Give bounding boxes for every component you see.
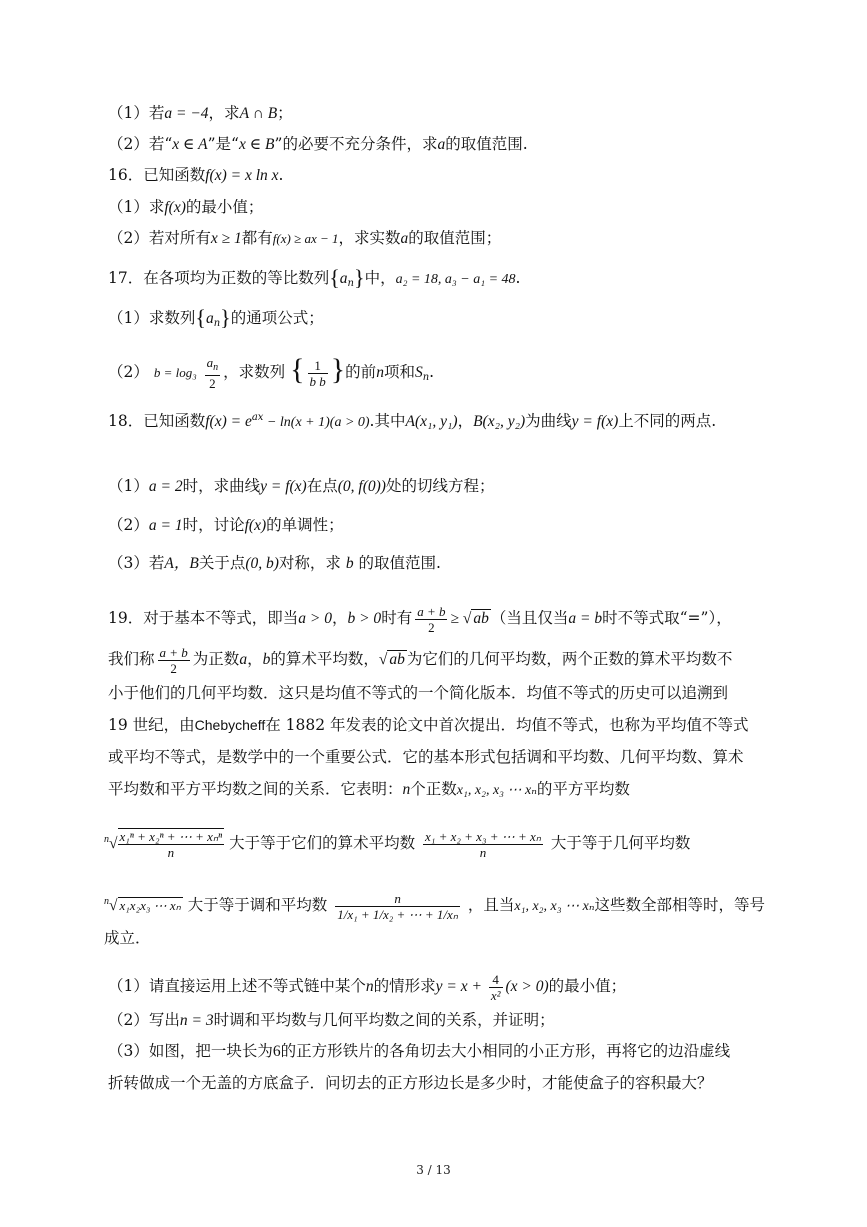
q16-part2: （2）若对所有x ≥ 1都有f(x) ≥ ax − 1，求实数a的取值范围； — [108, 229, 502, 247]
q19-para-line1: 19．对于基本不等式，即当a > 0，b > 0时有 $\frac{a + b}{2}$ ≥ √ ab （当且仅当a = b时不等式取“=”）， — [108, 603, 732, 635]
q17-part1: （1）求数列$\{a_n\}$的通项公式； — [108, 305, 324, 330]
q19-para-line7: $^n$√ $\frac{\text{x₁ⁿ + x₂ⁿ + ⋯ + xₙⁿ}}{n}$ 大于等于它们的算术平均数 $\frac{\text{x₁ + x₂ + x₃ + ⋯ + xₙ}}{n}$ 大于等于几何平均数 — [104, 828, 691, 861]
q19-part1: （1）请直接运用上述不等式链中某个n的情形求y = x + $\frac{4}{\text{x²}}$ (x > 0)的最小值； — [108, 971, 627, 1003]
q19-para-line5: 或平均不等式，是数学中的一个重要公式．它的基本形式包括调和平均数、几何平均数、算术 — [108, 748, 744, 766]
q15-part2: （2）若“x ∈ A”是“x ∈ B”的必要不充分条件，求a的取值范围. — [108, 135, 528, 153]
reciprocal-fraction: $\frac{1}{\text{b b}}$ — [309, 357, 326, 389]
arithmetic-mean: $\frac{\text{x₁ + x₂ + x₃ + ⋯ + xₙ}}{n}$ — [425, 828, 541, 860]
q19-part2: （2）写出n = 3时调和平均数与几何平均数之间的关系，并证明； — [108, 1011, 555, 1029]
q18-part1: （1）a = 2时，求曲线y = f(x)在点(0, f(0))处的切线方程； — [108, 477, 495, 495]
q19-para-line2: 我们称 $\frac{a + b}{2}$ 为正数a，b的算术平均数，√ ab 为它们的几何平均数，两个正数的算术平均数不 — [108, 644, 733, 676]
q18-part3: （3）若A，B关于点(0, b)对称，求 b 的取值范围. — [108, 554, 441, 572]
q19-part3-line1: （3）如图，把一块长为6的正方形铁片的各角切去大小相同的小正方形，再将它的边沿虚线 — [108, 1042, 731, 1060]
q15-part1: （1）若a = −4，求A ∩ B； — [108, 104, 293, 122]
quadratic-mean: $^n$√ $\frac{\text{x₁ⁿ + x₂ⁿ + ⋯ + xₙⁿ}}{n}$ — [104, 829, 223, 861]
q19-part3-line2: 折转做成一个无盖的方底盒子．问切去的正方形边长是多少时，才能使盒子的容积最大？ — [108, 1074, 713, 1092]
q19-para-line9: 成立． — [104, 929, 151, 947]
q16-part1: （1）求f(x)的最小值； — [108, 198, 264, 216]
geometric-mean: $^n$√ x₁x₂x₃ ⋯ xₙ — [104, 896, 181, 914]
q17-stem: 17．在各项均为正数的等比数列$\{a_n\}$中，a₂ = 18, a₃ − a₁ = 48. — [108, 265, 521, 290]
q19-para-line8: $^n$√ x₁x₂x₃ ⋯ xₙ 大于等于调和平均数 $\frac{n}{\text{1/x₁ + 1/x₂ + ⋯ + 1/xₙ}}$ ，且当x₁, x₂, x₃ ⋯ xₙ这些数全部相等时，等号 — [104, 890, 766, 922]
q17-part2: （2） b = log₃ $\frac{a_n}{2}$ ，求数列 { $\frac{1}{\text{b b}}$ }的前n项和$S_n$. — [108, 353, 435, 391]
q18-part2: （2）a = 1时，讨论f(x)的单调性； — [108, 516, 344, 534]
harmonic-mean: $\frac{n}{\text{1/x₁ + 1/x₂ + ⋯ + 1/xₙ}}$ — [337, 890, 458, 922]
q19-para-line3: 小于他们的几何平均数．这只是均值不等式的一个简化版本．均值不等式的历史可以追溯到 — [108, 684, 729, 702]
q16-stem: 16．已知函数f(x) = x ln x. — [108, 166, 284, 184]
bn-fraction: $\frac{a_n}{2}$ — [206, 355, 219, 391]
page-number: 3 / 13 — [416, 1163, 451, 1177]
q18-stem: 18．已知函数$f(x) = e^{ax} - \ln(x + 1)(a > 0)$.其中A(x₁, y₁)，B(x₂, y₂)为曲线y = f(x)上不同的两点. — [108, 412, 717, 430]
q19-para-line4: 19 世纪，由Chebycheff在 1882 年发表的论文中首次提出．均值不等式，也称为平均值不等式 — [108, 716, 749, 734]
q19-para-line6: 平均数和平方平均数之间的关系．它表明：n个正数x₁, x₂, x₃ ⋯ xₙ的平方平均数 — [108, 780, 630, 798]
